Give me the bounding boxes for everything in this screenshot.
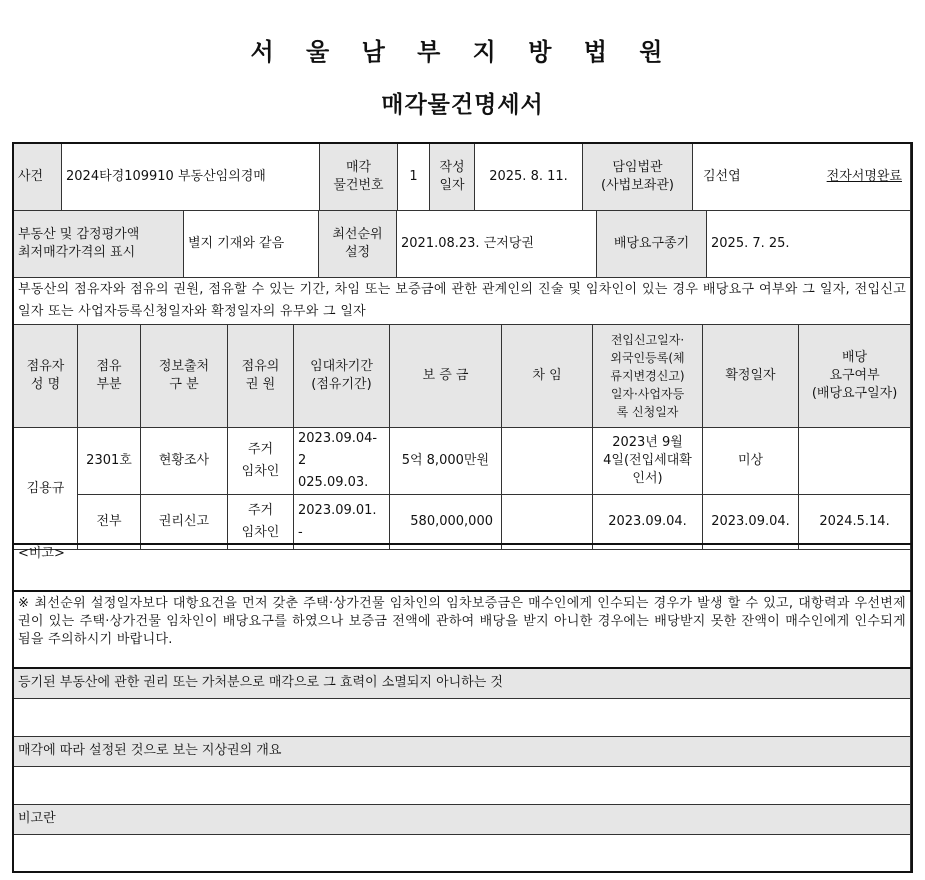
section-2-value xyxy=(14,766,911,804)
row-period: 2023.09.01. - xyxy=(294,495,390,550)
section-3-label: 비고란 xyxy=(14,804,911,834)
priority-label: 최선순위 설정 xyxy=(319,211,397,278)
col-confirm: 확정일자 xyxy=(703,325,799,428)
occupant-name: 김용규 xyxy=(14,428,78,550)
occupancy-table xyxy=(13,277,911,550)
row-claim xyxy=(799,428,911,495)
deadline-label: 배당요구종기 xyxy=(597,211,707,278)
case-value: 2024타경109910 부동산임의경매 xyxy=(62,144,320,211)
item-no-label: 매각 물건번호 xyxy=(320,144,398,211)
row-deposit: 580,000,000 xyxy=(390,495,502,550)
col-move-in: 전입신고일자· 외국인등록(체 류지변경신고) 일자·사업자등 록 신청일자 xyxy=(593,325,703,428)
table-row xyxy=(14,428,911,495)
row-confirm: 미상 xyxy=(703,428,799,495)
court-name: 서 울 남 부 지 방 법 원 xyxy=(250,38,675,66)
row-move-in: 2023.09.04. xyxy=(593,495,703,550)
row-title: 주거 임차인 xyxy=(228,428,294,495)
col-period: 임대차기간 (점유기간) xyxy=(294,325,390,428)
priority-value: 2021.08.23. 근저당권 xyxy=(397,211,597,278)
row-title: 주거 임차인 xyxy=(228,495,294,550)
row-part: 2301호 xyxy=(78,428,141,495)
judge-cell xyxy=(693,144,911,211)
row-rent xyxy=(502,495,593,550)
row-part: 전부 xyxy=(78,495,141,550)
col-source: 정보출처 구 분 xyxy=(141,325,228,428)
row-move-in: 2023년 9월 4일(전입세대확 인서) xyxy=(593,428,703,495)
row-rent xyxy=(502,428,593,495)
col-title: 점유의 권 원 xyxy=(228,325,294,428)
judge-label: 담임법관 (사법보좌관) xyxy=(583,144,693,211)
row-claim: 2024.5.14. xyxy=(799,495,911,550)
remarks-label: <비고> xyxy=(18,546,65,561)
section-1-label: 등기된 부동산에 관한 권리 또는 가처분으로 매각으로 그 효력이 소멸되지 아니하는 것 xyxy=(14,668,911,698)
col-rent: 차 임 xyxy=(502,325,593,428)
col-part: 점유 부분 xyxy=(78,325,141,428)
occupancy-description: 부동산의 점유자와 점유의 권원, 점유할 수 있는 기간, 차임 또는 보증금에 관한 관계인의 진술 및 임차인이 있는 경우 배당요구 여부와 그 일자, 전입신고일자 또는 사업자등록신청일자와 확정일자의 유무와 그 일자 xyxy=(14,278,911,325)
row-deposit: 5억 8,000만원 xyxy=(390,428,502,495)
property-value: 별지 기재와 같음 xyxy=(184,211,319,278)
date-label: 작성 일자 xyxy=(430,144,475,211)
row-source: 권리신고 xyxy=(141,495,228,550)
section-1-value xyxy=(14,698,911,736)
section-2-label: 매각에 따라 설정된 것으로 보는 지상권의 개요 xyxy=(14,736,911,766)
header-table-2 xyxy=(13,210,911,278)
judge-name: 김선엽 xyxy=(703,169,741,184)
signature-status: 전자서명완료 xyxy=(826,169,902,184)
remarks-cell xyxy=(14,544,911,591)
document-title: 매각물건명세서 xyxy=(381,92,544,118)
item-no-value: 1 xyxy=(398,144,430,211)
col-occupant: 점유자 성 명 xyxy=(14,325,78,428)
remarks-table xyxy=(13,543,911,872)
notice-text: ※ 최선순위 설정일자보다 대항요건을 먼저 갖춘 주택·상가건물 임차인의 임차보증금은 매수인에게 인수되는 경우가 발생 할 수 있고, 대항력과 우선변제권이 있는 주택·상가건물 임차인이 배당요구를 하였으나 보증금 전액에 관하여 배당을 받지 아니한 경우에는 배당받지 못한 잔액이 매수인에게 인수되게 됨을 주의하시기 바랍니다. xyxy=(14,591,911,668)
date-value: 2025. 8. 11. xyxy=(475,144,583,211)
table-row xyxy=(14,495,911,550)
row-source: 현황조사 xyxy=(141,428,228,495)
section-3-value xyxy=(14,834,911,871)
property-label: 부동산 및 감정평가액 최저매각가격의 표시 xyxy=(14,211,184,278)
row-confirm: 2023.09.04. xyxy=(703,495,799,550)
deadline-value: 2025. 7. 25. xyxy=(707,211,911,278)
column-header-row xyxy=(14,325,911,428)
header-table-1 xyxy=(13,143,911,211)
case-label: 사건 xyxy=(14,144,62,211)
col-deposit: 보 증 금 xyxy=(390,325,502,428)
col-claim: 배당 요구여부 (배당요구일자) xyxy=(799,325,911,428)
row-period: 2023.09.04-2 025.09.03. xyxy=(294,428,390,495)
